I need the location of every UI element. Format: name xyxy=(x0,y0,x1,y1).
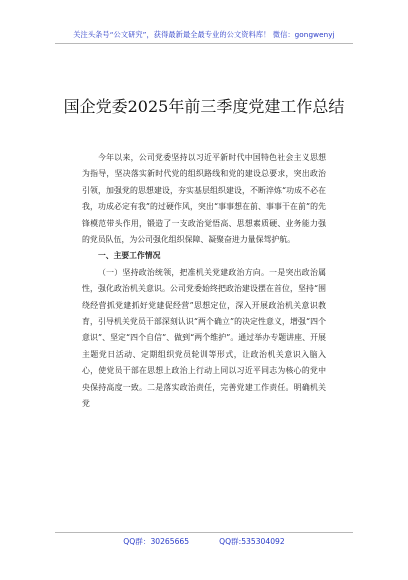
footer xyxy=(0,536,408,547)
header-divider xyxy=(55,43,353,44)
section-paragraph: （一）坚持政治统领，把准机关党建政治方向。一是突出政治属性，强化政治机关意识。公司党委始终把政治建设摆在首位，坚持“围绕经营抓党建抓好党建促经营”思想定位，深入开展政治机关意识教育，引导机关党员干部深刻认识“两个确立”的决定性意义，增强“四个意识”、坚定“四个自信”、做到“两个维护”。通过举办专题讲座、开展主题党日活动、定期组织党员轮训等形式，让政治机关意识入脑入心，使党员干部在思想上政治上行动上同以习近平同志为核心的党中央保持高度一致。二是落实政治责任，完善党建工作责任。明确机关党 xyxy=(82,267,326,409)
footer-divider xyxy=(55,532,353,533)
footer-qq-group-1: QQ群：30265665 xyxy=(123,537,190,546)
document-body xyxy=(82,150,326,413)
footer-qq-group-2: QQ群:535304092 xyxy=(219,537,285,546)
intro-paragraph: 今年以来，公司党委坚持以习近平新时代中国特色社会主义思想为指导，坚决落实新时代党的组织路线和党的建设总要求，突出政治引领，加强党的思想建设，夯实基层组织建设，不断淬炼“功成不必在我，功成必定有我”的过硬作风，突出“事事想在前、事事干在前”的先锋模范带头作用，锻造了一支政治觉悟高、思想素质硬、业务能力强的党员队伍，为公司强化组织保障、凝聚奋进力量保驾护航。 xyxy=(82,153,326,245)
document-title: 国企党委2025年前三季度党建工作总结 xyxy=(63,97,345,116)
header-banner: 关注头条号“公文研究”，获得最新最全最专业的公文资料库！ 微信：gongwenyj xyxy=(73,30,335,39)
section-heading: 一、主要工作情况 xyxy=(98,251,161,261)
